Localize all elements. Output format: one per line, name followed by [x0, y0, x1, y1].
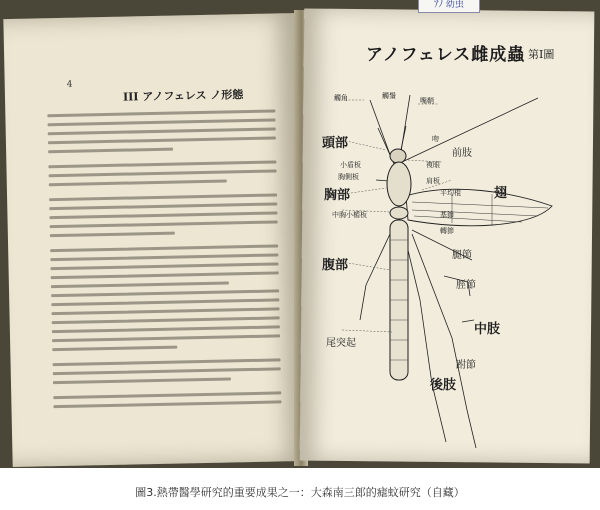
body-text-lines: [47, 109, 281, 414]
label-palp: 觸鬚: [382, 92, 396, 100]
body-text-line: [48, 127, 276, 135]
body-text-line: [51, 281, 229, 288]
label-small-c: 肩板: [426, 177, 440, 185]
body-text-line: [47, 109, 275, 117]
body-text-line: [49, 179, 227, 186]
body-text-line: [49, 211, 277, 219]
body-text-line: [50, 244, 278, 252]
label-antenna: 觸角: [334, 94, 348, 102]
body-text-line: [52, 346, 177, 352]
label-mesothorax-scutellum: 中胸小楯板: [332, 211, 367, 219]
figure-title: アノフェレス雌成蟲: [366, 45, 526, 65]
body-text-line: [53, 377, 231, 384]
body-text-line: [53, 358, 281, 366]
body-text-line: [51, 262, 279, 270]
left-book-page: [3, 13, 306, 467]
body-text-line: [48, 160, 276, 168]
label-small-d: 基節: [440, 211, 454, 219]
label-small-b: 胸側板: [338, 173, 359, 181]
label-tibia: 脛節: [456, 280, 476, 291]
body-text-line: [52, 325, 280, 333]
label-wing: 翅: [494, 186, 508, 201]
body-text-line: [48, 136, 276, 144]
body-text-line: [51, 289, 279, 297]
label-small-a: 小盾板: [340, 161, 361, 169]
label-tarsus: 跗節: [456, 360, 476, 371]
label-hindleg: 後肢: [430, 378, 457, 393]
figure-number: 第Ⅰ圖: [528, 48, 555, 61]
body-text-line: [49, 169, 277, 177]
body-text-line: [50, 232, 175, 238]
body-text-line: [53, 400, 281, 408]
figure-caption: 圖3.熱帶醫學研究的重要成果之一：大森南三郎的瘧蚊研究（自藏）: [135, 486, 465, 499]
body-text-line: [50, 220, 278, 228]
body-text-line: [52, 334, 280, 342]
label-abdomen: 腹部: [322, 258, 349, 273]
body-text-line: [50, 253, 278, 261]
label-mouth: 吻: [432, 135, 439, 143]
label-thorax: 胸部: [324, 188, 351, 203]
wing-shape: [406, 189, 552, 226]
label-cercus: 尾突起: [326, 338, 356, 349]
corner-sticky-tag: ｱﾉ 幼虫: [418, 0, 480, 13]
body-text-line: [52, 316, 280, 324]
label-small-e: 轉節: [440, 227, 454, 235]
label-compound-eye: 複眼: [426, 161, 440, 169]
body-text-line: [48, 148, 173, 154]
body-text-line: [51, 307, 279, 315]
label-midleg: 中肢: [474, 322, 501, 337]
body-text-line: [51, 298, 279, 306]
body-text-line: [51, 271, 279, 279]
label-balancer: 平均棍: [440, 189, 461, 197]
body-text-line: [48, 118, 276, 126]
label-femur: 腿節: [452, 250, 472, 261]
section-heading: III アノフェレス ノ形態: [122, 88, 244, 104]
label-foreleg: 前肢: [452, 148, 472, 159]
body-text-line: [53, 367, 281, 375]
body-text-line: [49, 193, 277, 201]
page-number: 4: [66, 79, 73, 90]
body-text-line: [53, 391, 281, 399]
label-proboscis-sheath: 嘴鞘: [420, 97, 434, 105]
label-head: 頭部: [322, 136, 349, 151]
body-text-line: [49, 202, 277, 210]
